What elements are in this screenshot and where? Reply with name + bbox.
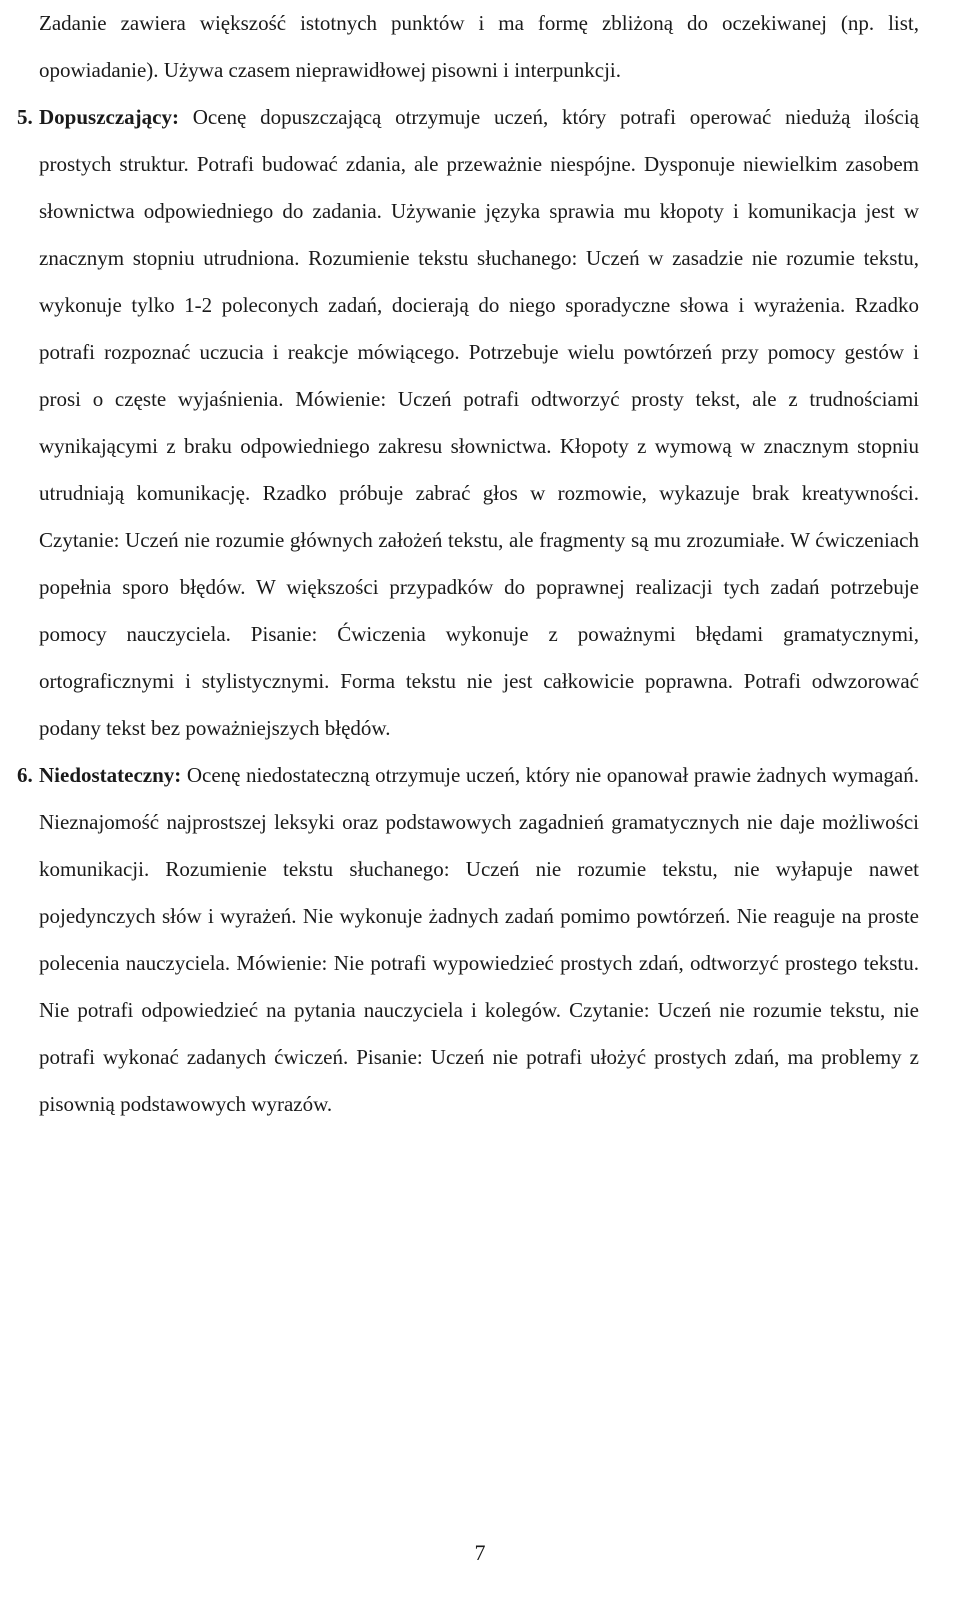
grade-item-niedostateczny: 6. Niedostateczny: Ocenę niedostateczną otrzymuje uczeń, który nie opanował prawie żadnych wymagań. Nieznajomość najprostszej leksyki oraz podstawowych zagadnień gramatycznych nie daje możliwości komunikacji. Rozumienie tekstu słuchanego: Uczeń nie rozumie tekstu, nie wyłapuje nawet pojedynczych słów i wyrażeń. Nie wykonuje żadnych zadań pomimo powtórzeń. Nie reaguje na proste polecenia nauczyciela. Mówienie: Nie potrafi wypowiedzieć prostych zdań, odtworzyć prostego tekstu. Nie potrafi odpowiedzieć na pytania nauczyciela i kolegów. Czytanie: Uczeń nie rozumie tekstu, nie potrafi wykonać zadanych ćwiczeń. Pisanie: Uczeń nie potrafi ułożyć prostych zdań, ma problemy z pisownią podstawowych wyrazów. (39, 752, 919, 1128)
document-page (17, 0, 919, 1128)
item-body (39, 94, 919, 752)
item-body (39, 752, 919, 1128)
item-lead: Dopuszczający: (39, 105, 179, 129)
continuation-paragraph: Zadanie zawiera większość istotnych punktów i ma formę zbliżoną do oczekiwanej (np. list, opowiadanie). Używa czasem nieprawidłowej pisowni i interpunkcji. (39, 11, 919, 82)
item-text: Ocenę dopuszczającą otrzymuje uczeń, który potrafi operować niedużą ilością prostych struktur. Potrafi budować zdania, ale przeważnie niespójne. Dysponuje niewielkim zasobem słownictwa odpowiedniego do zadania. Używanie języka sprawia mu kłopoty i komunikacja jest w znacznym stopniu utrudniona. Rozumienie tekstu słuchanego: Uczeń w zasadzie nie rozumie tekstu, wykonuje tylko 1-2 poleconych zadań, docierają do niego sporadyczne słowa i wyrażenia. Rzadko potrafi rozpoznać uczucia i reakcje mówiącego. Potrzebuje wielu powtórzeń przy pomocy gestów i prosi o częste wyjaśnienia. Mówienie: Uczeń potrafi odtworzyć prosty tekst, ale z trudnościami wynikającymi z braku odpowiedniego zakresu słownictwa. Kłopoty z wymową w znacznym stopniu utrudniają komunikację. Rzadko próbuje zabrać głos w rozmowie, wykazuje brak kreatywności. Czytanie: Uczeń nie rozumie głównych założeń tekstu, ale fragmenty są mu zrozumiałe. W ćwiczeniach popełnia sporo błędów. W większości przypadków do poprawnej realizacji tych zadań potrzebuje pomocy nauczyciela. Pisanie: Ćwiczenia wykonuje z poważnymi błędami gramatycznymi, ortograficznymi i stylistycznymi. Forma tekstu nie jest całkowicie poprawna. Potrafi odwzorować podany tekst bez poważniejszych błędów. (39, 105, 919, 740)
item-text: Ocenę niedostateczną otrzymuje uczeń, który nie opanował prawie żadnych wymagań. Nieznajomość najprostszej leksyki oraz podstawowych zagadnień gramatycznych nie daje możliwości komunikacji. Rozumienie tekstu słuchanego: Uczeń nie rozumie tekstu, nie wyłapuje nawet pojedynczych słów i wyrażeń. Nie wykonuje żadnych zadań pomimo powtórzeń. Nie reaguje na proste polecenia nauczyciela. Mówienie: Nie potrafi wypowiedzieć prostych zdań, odtworzyć prostego tekstu. Nie potrafi odpowiedzieć na pytania nauczyciela i kolegów. Czytanie: Uczeń nie rozumie tekstu, nie potrafi wykonać zadanych ćwiczeń. Pisanie: Uczeń nie potrafi ułożyć prostych zdań, ma problemy z pisownią podstawowych wyrazów. (39, 763, 919, 1116)
page-number: 7 (474, 1540, 486, 1565)
item-lead: Niedostateczny: (39, 763, 182, 787)
grade-item-dopuszczajacy: 5. Dopuszczający: Ocenę dopuszczającą otrzymuje uczeń, który potrafi operować niedużą ilością prostych struktur. Potrafi budować zdania, ale przeważnie niespójne. Dysponuje niewielkim zasobem słownictwa odpowiedniego do zadania. Używanie języka sprawia mu kłopoty i komunikacja jest w znacznym stopniu utrudniona. Rozumienie tekstu słuchanego: Uczeń w zasadzie nie rozumie tekstu, wykonuje tylko 1-2 poleconych zadań, docierają do niego sporadyczne słowa i wyrażenia. Rzadko potrafi rozpoznać uczucia i reakcje mówiącego. Potrzebuje wielu powtórzeń przy pomocy gestów i prosi o częste wyjaśnienia. Mówienie: Uczeń potrafi odtworzyć prosty tekst, ale z trudnościami wynikającymi z braku odpowiedniego zakresu słownictwa. Kłopoty z wymową w znacznym stopniu utrudniają komunikację. Rzadko próbuje zabrać głos w rozmowie, wykazuje brak kreatywności. Czytanie: Uczeń nie rozumie głównych założeń tekstu, ale fragmenty są mu zrozumiałe. W ćwiczeniach popełnia sporo błędów. W większości przypadków do poprawnej realizacji tych zadań potrzebuje pomocy nauczyciela. Pisanie: Ćwiczenia wykonuje z poważnymi błędami gramatycznymi, ortograficznymi i stylistycznymi. Forma tekstu nie jest całkowicie poprawna. Potrafi odwzorować podany tekst bez poważniejszych błędów. (39, 94, 919, 752)
